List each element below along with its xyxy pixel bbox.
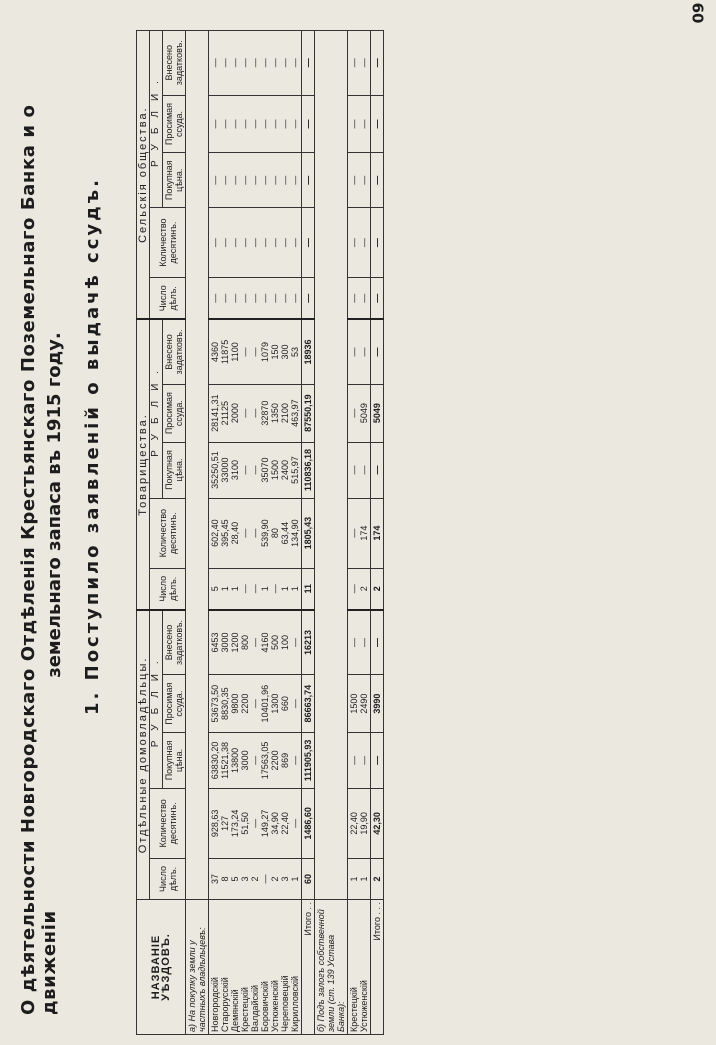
county-list-b: Крестецкій Устюженскій [348,900,371,1035]
col-loan: Просимая ссуда. [163,384,186,442]
table-cell: — [371,278,384,320]
col-price: Покупная цѣна. [163,442,186,498]
section-b-rows [348,31,371,1035]
table-cell: 63830,20 11521,38 13800 3000 — 17563,05 2200 869 — [209,733,302,789]
table-cell: — [371,207,384,277]
table-cell: 53673,50 8830,35 9800 2200 — 10401,96 1300 660 — [209,675,302,733]
table-cell: 1805,43 [302,498,315,568]
table-cell: — — [348,95,371,153]
table-cell: — 174 [348,498,371,568]
table-cell: 37 8 5 3 2 — 2 3 1 [209,858,302,899]
table-cell: 2 [371,568,384,610]
table-cell: — — [348,207,371,277]
table-cell: 42,30 [371,788,384,858]
county-list-a: Новгородскій Старорусскій Демянскій Крестецкій Валдайскій Боровичскій Устюженскій Череповецкій Кирилловскій [209,900,302,1035]
group-partnerships: Товарищества. [137,319,150,610]
total-row-b [371,31,384,1035]
table-cell: — [371,442,384,498]
section-b-label-row [315,31,348,1035]
rub-header: РУБЛИ. [150,31,163,208]
table-cell: — — [348,153,371,208]
table-cell: 4360 11875 1100 — — 1079 150 300 53 [209,319,302,384]
total-a-label: Итого . . [302,900,315,1035]
loan-applications-table [136,30,384,1035]
table-cell: 2 [371,858,384,899]
table-cell: — 2 [348,568,371,610]
table-cell: 28141,31 21125 2000 — — 32870 1350 2100 463,97 [209,384,302,442]
table-cell: 110836,18 [302,442,315,498]
table-cell: — — — — — — — — — [209,278,302,320]
table-cell: 22,40 19,90 [348,788,371,858]
table-cell: — — [348,319,371,384]
table-cell: 1 1 [348,858,371,899]
table-cell: — 5049 [348,384,371,442]
table-cell: 3990 [371,675,384,733]
group-village-societies: Сельскія общества. [137,31,150,320]
table-cell: — [302,95,315,153]
table-cell: 18936 [302,319,315,384]
rub-header: РУБЛИ. [150,319,163,498]
table-cell: — — — — — — — — — [209,31,302,96]
col-cases: Число дѣлъ. [150,858,186,899]
table-cell: 16213 [302,610,315,675]
title-line-2: земельнаго запаса въ 1915 году. [44,332,65,678]
table-cell: 87550,19 [302,384,315,442]
rub-header: РУБЛИ. [150,610,163,788]
subtitle: 1. Поступило заявленій о выдачѣ ссудъ. [82,176,103,715]
table-cell: — — [348,442,371,498]
table-cell: 5 1 1 — — 1 — 1 1 [209,568,302,610]
col-loan: Просимая ссуда. [163,675,186,733]
col-deposit: Внесено задатковъ. [163,31,186,96]
col-desyatinas: Количество десятинъ. [150,788,186,858]
col-cases: Число дѣлъ. [150,568,186,610]
section-b-label: б) Подъ залогъ собственной земли (ст. 139 Устава Банка): [315,900,348,1035]
table-cell: — — [348,31,371,96]
col-desyatinas: Количество десятинъ. [150,498,186,568]
table-cell: — [371,31,384,96]
table-cell: — — — — — — — — — [209,95,302,153]
table-cell: 111905,93 [302,733,315,789]
section-a-rows [209,31,302,1035]
table-cell: — [302,207,315,277]
col-cases: Число дѣлъ. [150,278,186,320]
total-row-a [302,31,315,1035]
table-cell: 35250,51 33000 3100 — — 35070 1500 2400 515,97 [209,442,302,498]
col-deposit: Внесено задатковъ. [163,610,186,675]
table-cell: — [371,95,384,153]
table-cell: — — [348,610,371,675]
table-cell: — — [348,733,371,789]
table-cell: — [371,319,384,384]
table-cell: — — [348,278,371,320]
section-a-label-row [186,31,209,1035]
total-b-label: Итого . . . [371,900,384,1035]
table-cell: 1486,60 [302,788,315,858]
table-cell: 5049 [371,384,384,442]
table-cell: — [302,278,315,320]
table-cell: 6453 3000 1200 800 — 4160 500 100 — [209,610,302,675]
table-cell: 174 [371,498,384,568]
section-a-label: а) На покупку земли у частныхъ владѣльцевъ: [186,900,209,1035]
col-price: Покупная цѣна. [163,153,186,208]
table-cell: 602,40 395,45 28,40 — — 539,90 80 63,44 134,90 [209,498,302,568]
group-homeowners: Отдѣльные домовладѣльцы. [137,610,150,900]
table-cell: — — — — — — — — — [209,153,302,208]
header-county: НАЗВАНІЕ УѢЗДОВЪ. [137,900,186,1035]
title-line-1: О дѣятельности Новгородскаго Отдѣленія Крестьянскаго Поземельнаго Банка и о движеніи [18,104,60,1015]
table-cell: — [371,733,384,789]
table-cell: 1500 2490 [348,675,371,733]
table-cell: — [371,153,384,208]
table-cell: 928,63 127 173,24 51,50 — 149,27 34,90 22,40 — [209,788,302,858]
table-cell: — [371,610,384,675]
page-number: 60 [688,2,707,24]
table-cell: 11 [302,568,315,610]
table-cell: 60 [302,858,315,899]
col-price: Покупная цѣна. [163,733,186,789]
col-deposit: Внесено задатковъ. [163,319,186,384]
table-cell: 86663,74 [302,675,315,733]
col-loan: Просимая ссуда. [163,95,186,153]
col-desyatinas: Количество десятинъ. [150,207,186,277]
table-cell: — — — — — — — — — [209,207,302,277]
table-cell: — [302,31,315,96]
table-cell: — [302,153,315,208]
